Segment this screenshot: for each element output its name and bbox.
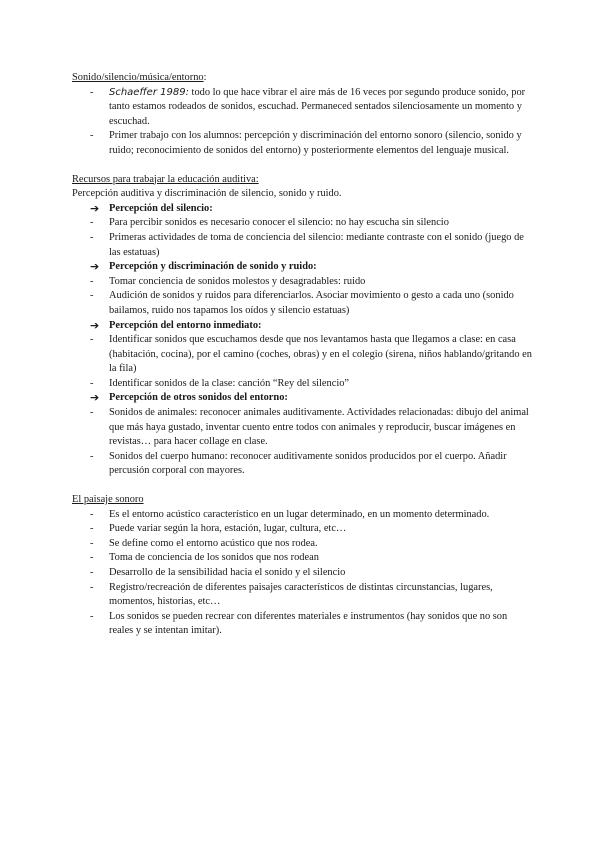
list-item: [72, 275, 532, 290]
dash-bullet: -: [90, 407, 94, 419]
section-3-heading-line: [72, 493, 532, 508]
section-3-heading: El paisaje sonoro: [72, 494, 144, 506]
subsection-heading: [72, 260, 532, 275]
dash-bullet: -: [90, 552, 94, 564]
list-item-text: Para percibir sonidos es necesario conocer el silencio: no hay escucha sin silencio: [109, 217, 449, 229]
section-1-heading: Sonido/silencio/música/entorno: [72, 72, 204, 83]
list-item-text: Registro/recreación de diferentes paisajes característicos de distintas circunstancias, lugares, momentos, historias, etc…: [109, 581, 493, 608]
list-item-text: Sonidos del cuerpo humano: reconocer auditivamente sonidos producidos por el cuerpo. Añadir percusión corporal con mayores.: [109, 450, 507, 477]
list-item: [72, 333, 532, 377]
list-item: [72, 551, 532, 566]
arrow-icon: ➔: [90, 201, 100, 215]
dash-bullet: -: [90, 508, 94, 520]
section-3-list: [72, 508, 532, 639]
list-item: [72, 566, 532, 581]
subsection-heading-text: Percepción del silencio:: [109, 202, 213, 214]
list-item-text: Audición de sonidos y ruidos para diferenciarlos. Asociar movimiento o gesto a cada uno (sonido bailamos, ruido nos tapamos los oídos y silencio estatuas): [109, 290, 514, 316]
list-item-text: Primer trabajo con los alumnos: percepción y discriminación del entorno sonoro (silencio, sonido y ruido; reconocimiento de sonidos del entorno) y posteriormente elementos del lenguaje musical.: [109, 130, 522, 156]
dash-bullet: -: [90, 334, 94, 346]
dash-bullet: -: [90, 581, 94, 593]
section-2-intro: Percepción auditiva y discriminación de silencio, sonido y ruido.: [72, 188, 342, 200]
arrow-icon: ➔: [90, 318, 100, 332]
dash-bullet: -: [90, 290, 94, 302]
dash-bullet: -: [90, 523, 94, 535]
list-item-text: Sonidos de animales: reconocer animales auditivamente. Actividades relacionadas: dibujo del animal que más haya gustado, inventar cuento entre todos con animales y reproducir, buscar imágenes en revistas… para hacer collage en clase.: [109, 407, 529, 448]
subsection-heading-text: Percepción del entorno inmediato:: [109, 319, 262, 331]
document-body: [72, 71, 532, 639]
list-item-text: Puede variar según la hora, estación, lugar, cultura, etc…: [109, 523, 347, 535]
subsection-heading: [72, 319, 532, 334]
subsection-heading-text: Percepción y discriminación de sonido y ruido:: [109, 261, 317, 273]
list-item: [72, 522, 532, 537]
list-item-text: Tomar conciencia de sonidos molestos y desagradables: ruido: [109, 275, 366, 287]
list-item-text: Es el entorno acústico característico en un lugar determinado, en un momento determinado.: [109, 508, 490, 520]
dash-bullet: -: [90, 450, 94, 462]
list-item: [72, 129, 532, 158]
arrow-icon: ➔: [90, 260, 100, 274]
dash-bullet: -: [90, 567, 94, 578]
list-item-text: Se define como el entorno acústico que nos rodea.: [109, 537, 318, 549]
dash-bullet: -: [90, 537, 94, 549]
list-item: [72, 450, 532, 479]
subsection-heading-text: Percepción de otros sonidos del entorno:: [109, 392, 288, 404]
list-item: [72, 86, 532, 130]
list-item-text: Primeras actividades de toma de conciencia del silencio: mediante contraste con el sonido (juego de las estatuas): [109, 231, 524, 258]
section-2-list: [72, 202, 532, 479]
dash-bullet: -: [90, 275, 94, 287]
dash-bullet: -: [90, 130, 94, 142]
list-item-text: Identificar sonidos que escuchamos desde que nos levantamos hasta que llegamos a clase: en casa (habitación, cocina), por el camino (coches, obras) y en el colegio (sirena, niños hablando/gritando en la fila): [109, 334, 532, 375]
section-1-heading-colon: :: [203, 72, 207, 83]
subsection-heading: [72, 202, 532, 217]
list-item: [72, 537, 532, 552]
list-item: [72, 581, 532, 610]
dash-bullet: -: [90, 86, 94, 98]
spacer: [72, 479, 532, 493]
arrow-icon: ➔: [90, 391, 100, 405]
section-1-list: [72, 86, 532, 159]
list-item: [72, 377, 532, 392]
list-item-text: Toma de conciencia de los sonidos que nos rodean: [109, 552, 319, 564]
list-item-text: todo lo que hace vibrar el aire más de 16 veces por segundo produce sonido, por tanto estamos rodeados de sonidos, escuchad. Permaneced sentados silenciosamente un momento y escuchad.: [109, 86, 526, 127]
dash-bullet: -: [90, 217, 94, 229]
list-item: [72, 508, 532, 523]
section-2-heading-line: [72, 173, 532, 188]
section-2-heading: Recursos para trabajar la educación auditiva:: [72, 173, 259, 185]
list-item-text: Desarrollo de la sensibilidad hacia el sonido y el silencio: [109, 567, 346, 578]
list-item: [72, 610, 532, 639]
list-item: [72, 231, 532, 260]
spacer: [72, 159, 532, 173]
dash-bullet: -: [90, 231, 94, 243]
list-item: [72, 216, 532, 231]
dash-bullet: -: [90, 610, 94, 622]
list-item-text: Identificar sonidos de la clase: canción “Rey del silencio”: [109, 377, 350, 389]
list-item-text: Los sonidos se pueden recrear con diferentes materiales e instrumentos (hay sonidos que no son reales y se intentan imitar).: [109, 610, 508, 637]
subsection-heading: [72, 391, 532, 406]
section-1-heading-line: [72, 71, 532, 86]
citation: Schaeffer 1989:: [109, 86, 189, 98]
dash-bullet: -: [90, 377, 94, 389]
list-item: [72, 289, 532, 318]
list-item: [72, 406, 532, 450]
